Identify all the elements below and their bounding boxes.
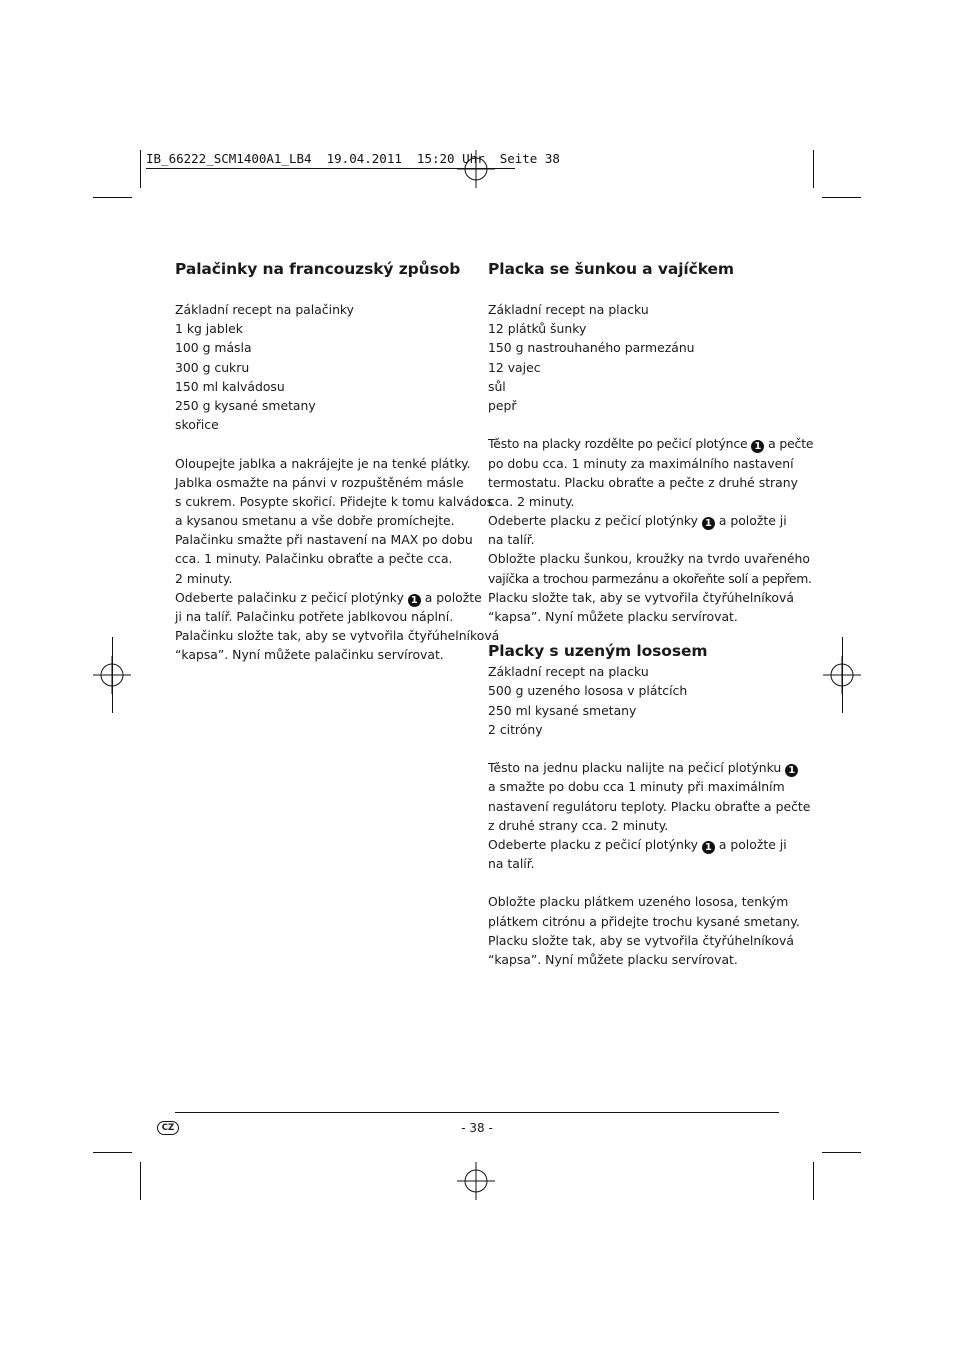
registration-mark-icon	[457, 1162, 495, 1200]
ingredient: 1 kg jablek	[175, 321, 243, 337]
instruction-line: “kapsa”. Nyní můžete placku servírovat.	[488, 952, 738, 967]
instruction-text: a položte	[424, 589, 482, 605]
instruction-line	[175, 588, 482, 607]
language-badge: CZ	[157, 1121, 179, 1135]
ingredient: 250 ml kysané smetany	[488, 702, 637, 718]
instruction-line: 2 minuty.	[175, 570, 233, 586]
instruction-line: a kysanou smetanu a vše dobře promíchejte.	[175, 513, 455, 529]
instruction-line: termostatu. Placku obraťte a pečte z druhé strany	[488, 474, 798, 490]
crop-mark	[140, 1162, 141, 1200]
ingredient: 100 g másla	[175, 340, 252, 356]
crop-mark	[822, 197, 861, 198]
instruction-text: a pečte	[768, 436, 814, 452]
instruction-text: Těsto na placky rozdělte po pečicí plotýnce	[488, 436, 748, 452]
instruction-line	[488, 434, 814, 453]
instruction-line: cca. 1 minuty. Palačinku obraťte a pečte cca.	[175, 551, 453, 567]
footer-rule	[175, 1112, 779, 1113]
ingredient: Základní recept na placku	[488, 664, 649, 680]
ingredient: 150 ml kalvádosu	[175, 378, 285, 394]
instruction-text: Těsto na jednu placku nalijte na pečicí plotýnku	[488, 760, 782, 776]
instruction-line: Obložte placku plátkem uzeného lososa, tenkým	[488, 894, 789, 910]
instruction-line: a smažte po dobu cca 1 minuty při maximálním	[488, 779, 785, 795]
recipe-ham-egg	[488, 258, 814, 969]
registration-mark-icon	[457, 150, 495, 188]
instruction-line	[488, 758, 796, 777]
instruction-line: Placku složte tak, aby se vytvořila čtyřúhelníková	[488, 932, 794, 948]
number-one-icon: 1	[785, 764, 798, 777]
number-one-icon: 1	[751, 440, 764, 453]
ingredient: 150 g nastrouhaného parmezánu	[488, 340, 695, 356]
instruction-line: plátkem citrónu a přidejte trochu kysané smetany.	[488, 913, 800, 929]
instruction-line: vajíčka a trochou parmezánu a okořeňte solí a pepřem.	[488, 570, 812, 586]
ingredient: sůl	[488, 378, 506, 394]
instruction-text: a položte ji	[718, 836, 787, 852]
ingredient: pepř	[488, 397, 517, 413]
crop-mark	[93, 197, 132, 198]
instruction-text: Odeberte palačinku z pečicí plotýnky	[175, 589, 404, 605]
crop-mark	[822, 1152, 861, 1153]
instruction-line: Jablka osmažte na pánvi v rozpuštěném másle	[175, 474, 464, 490]
instruction-line: Obložte placku šunkou, kroužky na tvrdo uvařeného	[488, 551, 810, 567]
instruction-line: s cukrem. Posypte skořicí. Přidejte k tomu kalvádos	[175, 493, 494, 509]
instruction-line: cca. 2 minuty.	[488, 493, 575, 509]
crop-mark	[112, 637, 113, 713]
instruction-line: na talíř.	[488, 532, 535, 548]
ingredient: 12 vajec	[488, 359, 541, 375]
instruction-line: z druhé strany cca. 2 minuty.	[488, 817, 669, 833]
crop-mark	[140, 150, 141, 188]
number-one-icon: 1	[702, 517, 715, 530]
ingredient: 12 plátků šunky	[488, 321, 587, 337]
instruction-text: Odeberte placku z pečicí plotýnky	[488, 513, 698, 529]
ingredient: Základní recept na palačinky	[175, 302, 354, 317]
ingredient: 300 g cukru	[175, 359, 250, 375]
instruction-line: na talíř.	[488, 856, 535, 872]
instruction-line: Palačinku smažte při nastavení na MAX po dobu	[175, 532, 473, 548]
instruction-line: Oloupejte jablka a nakrájejte je na tenké plátky.	[175, 455, 471, 471]
crop-mark	[842, 637, 843, 713]
instruction-line: “kapsa”. Nyní můžete placku servírovat.	[488, 609, 738, 624]
instruction-line: po dobu cca. 1 minuty za maximálního nastavení	[488, 455, 794, 471]
number-one-icon: 1	[702, 841, 715, 854]
page-number: - 38 -	[461, 1121, 493, 1135]
recipe-title: Placky s uzeným lososem	[488, 642, 708, 661]
instruction-line: ji na talíř. Palačinku potřete jablkovou náplní.	[175, 609, 454, 624]
crop-mark	[813, 1162, 814, 1200]
instruction-line: Palačinku složte tak, aby se vytvořila čtyřúhelníková	[175, 628, 500, 644]
number-one-icon: 1	[408, 594, 421, 607]
crop-mark	[813, 150, 814, 188]
instruction-line	[488, 511, 788, 530]
crop-mark	[93, 1152, 132, 1153]
ingredient: Základní recept na placku	[488, 302, 649, 317]
ingredient: 2 citróny	[488, 721, 543, 737]
ingredient: 500 g uzeného lososa v plátcích	[488, 683, 688, 699]
recipe-title: Placka se šunkou a vajíčkem	[488, 260, 734, 278]
recipe-title: Palačinky na francouzský způsob	[175, 260, 461, 278]
print-slug: IB_66222_SCM1400A1_LB4 19.04.2011 15:20 Uhr Seite 38	[146, 151, 560, 166]
ingredient: 250 g kysané smetany	[175, 397, 316, 413]
instruction-text: Odeberte placku z pečicí plotýnky	[488, 836, 698, 852]
ingredient: skořice	[175, 417, 219, 433]
instruction-line: “kapsa”. Nyní můžete palačinku servírovat.	[175, 647, 444, 663]
instruction-text: a položte ji	[718, 513, 787, 529]
instruction-line: Placku složte tak, aby se vytvořila čtyřúhelníková	[488, 589, 794, 605]
instruction-line	[488, 835, 788, 854]
instruction-line: nastavení regulátoru teploty. Placku obraťte a pečte	[488, 798, 811, 814]
